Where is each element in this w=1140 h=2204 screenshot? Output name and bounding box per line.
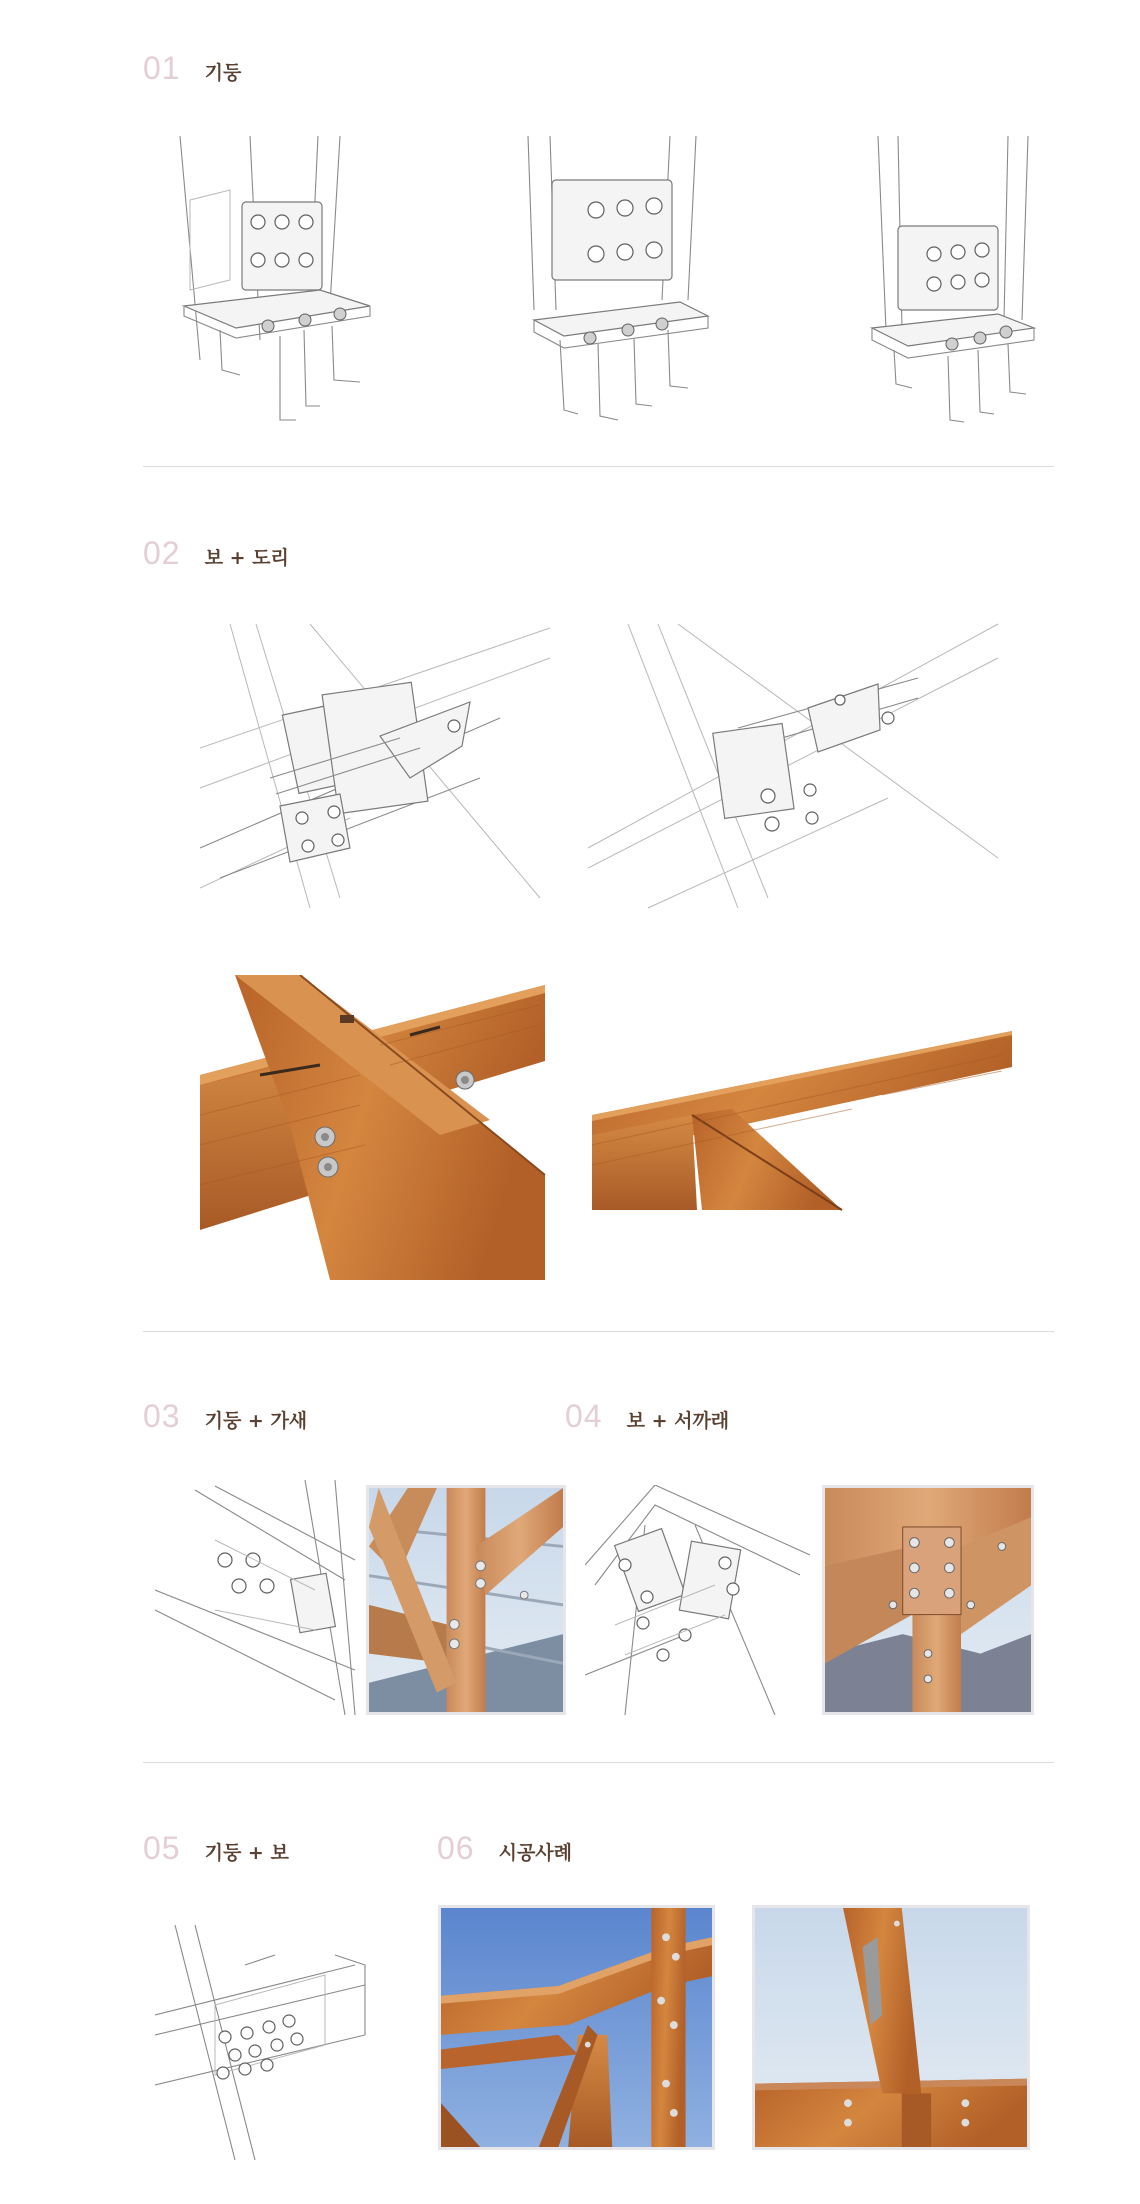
section-05-header: [143, 1830, 289, 1867]
section-number: 02: [143, 535, 181, 571]
section-title: 기둥 + 가새: [204, 1410, 308, 1432]
section-divider: [143, 1762, 1054, 1763]
section-number: 04: [565, 1398, 603, 1434]
column-base-drawing-3: [868, 130, 1038, 430]
section-divider: [143, 1331, 1054, 1332]
section-04-header: [565, 1398, 729, 1435]
section-title: 시공사례: [498, 1842, 573, 1864]
column-beam-drawing: [155, 1925, 370, 2160]
section-01-header: [143, 50, 241, 87]
section-title: 기둥 + 보: [204, 1842, 289, 1864]
section-title: 보 + 도리: [204, 547, 289, 569]
beam-purlin-drawing-2: [588, 618, 1008, 918]
section-number: 05: [143, 1830, 181, 1866]
section-03-header: [143, 1398, 307, 1435]
beam-purlin-drawing-1: [200, 618, 550, 918]
construction-photo-1: [438, 1905, 715, 2150]
section-divider: [143, 466, 1054, 467]
section-number: 01: [143, 50, 181, 86]
construction-photo-2: [752, 1905, 1030, 2150]
beam-purlin-render-2: [592, 1025, 1012, 1220]
beam-rafter-drawing: [585, 1485, 810, 1715]
beam-purlin-render-1: [200, 975, 550, 1280]
section-number: 03: [143, 1398, 181, 1434]
section-02-header: [143, 535, 289, 572]
column-brace-photo: [366, 1485, 566, 1715]
column-base-drawing-2: [520, 130, 710, 430]
column-brace-drawing: [155, 1480, 360, 1715]
beam-rafter-photo: [822, 1485, 1034, 1715]
section-title: 기둥: [204, 62, 242, 84]
column-base-drawing-1: [170, 130, 380, 430]
section-06-header: [437, 1830, 572, 1867]
section-title: 보 + 서까래: [626, 1410, 730, 1432]
section-number: 06: [437, 1830, 475, 1866]
